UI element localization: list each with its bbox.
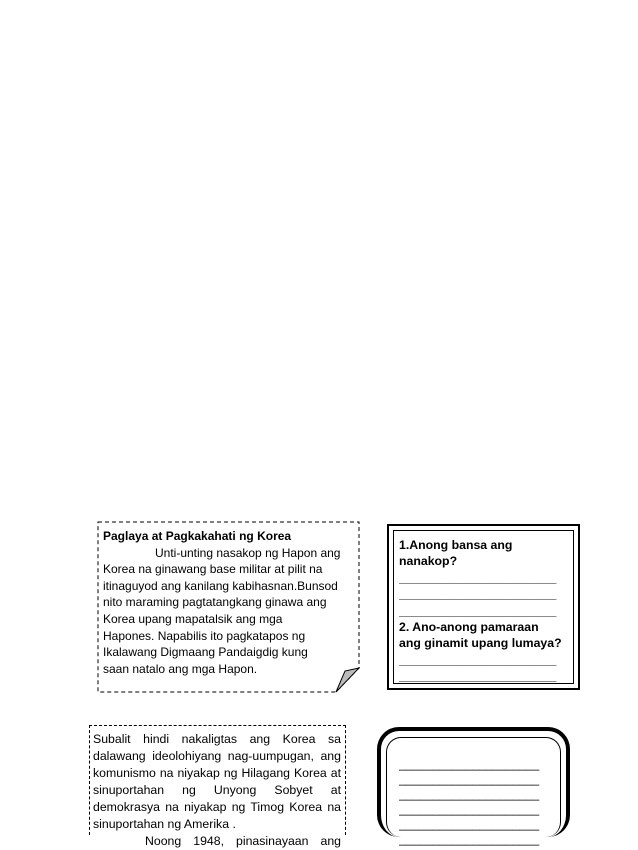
answer-line[interactable]: _____________________ xyxy=(399,772,540,786)
continuation-paragraph: Noong 1948, pinasinayaan ang xyxy=(145,834,341,848)
article-line: Unti-unting nasakop ng Hapon ang xyxy=(155,545,341,560)
answer-line[interactable]: _______________________ xyxy=(399,587,557,602)
answer-line[interactable]: _______________________ xyxy=(399,603,557,618)
question-1-text: 1.Anong bansa ang xyxy=(399,538,513,552)
article-title: Paglaya at Pagkakahati ng Korea xyxy=(103,529,292,543)
answer-line[interactable]: _____________________ xyxy=(399,817,540,831)
answer-line[interactable]: _______________________ xyxy=(399,669,557,684)
article-line: itinaguyod ang kanilang kabihasnan.Bunsod xyxy=(103,578,338,593)
answer-line[interactable]: _____________________ xyxy=(399,787,540,801)
answer-line[interactable]: _____________________ xyxy=(399,802,540,816)
article-line: Hapones. Napabilis ito pagkatapos ng xyxy=(103,628,306,643)
question-box xyxy=(387,524,580,690)
question-2-text: ang ginamit upang lumaya? xyxy=(399,636,562,651)
article-line: Ikalawang Digmaang Pandaigdig kung xyxy=(103,645,308,660)
continuation-box xyxy=(89,725,346,848)
article-line: Korea upang mapatalsik ang mga xyxy=(103,611,283,626)
article-line: Korea na ginawang base militar at pilit na xyxy=(103,562,323,577)
answer-line[interactable]: _____________________ xyxy=(399,832,540,846)
answer-lines xyxy=(399,757,549,847)
answer-line[interactable]: _______________________ xyxy=(399,570,557,585)
answer-box xyxy=(377,727,570,846)
question-1-text: nanakop? xyxy=(399,554,458,569)
article-content xyxy=(103,528,355,677)
article-box xyxy=(97,521,360,693)
continuation-content xyxy=(93,731,341,850)
article-line: nito maraming pagtatangkang ginawa ang xyxy=(103,595,327,610)
question-2-text: 2. Ano-anong pamaraan xyxy=(399,620,539,635)
answer-line[interactable]: _______________________ xyxy=(399,652,557,667)
question-content xyxy=(399,537,569,685)
answer-line[interactable]: _____________________ xyxy=(399,757,540,771)
article-line: saan natalo ang mga Hapon. xyxy=(103,661,258,676)
continuation-paragraph: Subalit hindi nakaligtas ang Korea sa dalawang ideolohiyang nag-uumpugan, ang komunismo na niyakap ng Hilagang Korea at sinuportahan ng Unyong Sobyet at demokrasya na niyakap ng Timog Korea na sinuportahan ng Amerika . xyxy=(93,732,341,831)
